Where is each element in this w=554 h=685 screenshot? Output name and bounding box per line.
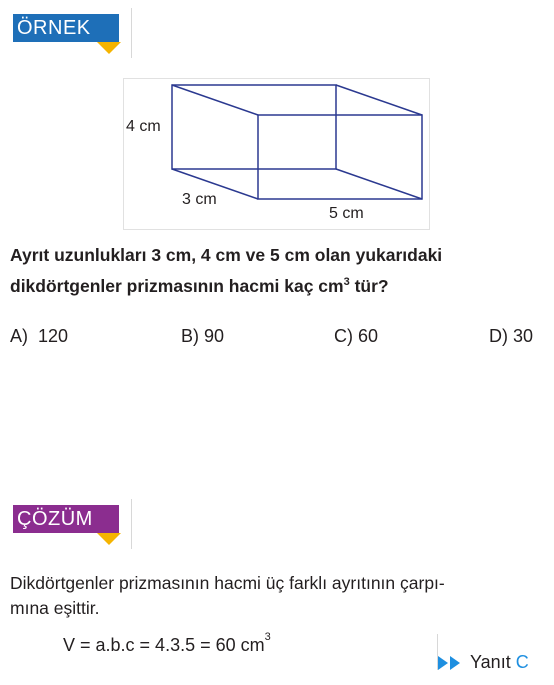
width-label: 5 cm (329, 205, 364, 222)
option-letter: D) (489, 326, 508, 346)
option-a[interactable] (10, 326, 68, 347)
depth-label: 3 cm (182, 191, 217, 208)
double-arrow-icon (438, 656, 462, 670)
question-line-2-end: tür? (349, 276, 389, 296)
option-letter: C) (334, 326, 353, 346)
badge-divider (131, 499, 132, 549)
badge-divider (131, 8, 132, 58)
question-line-2-text: dikdörtgenler prizmasının hacmi kaç cm (10, 276, 344, 296)
prism-back-face (172, 85, 336, 169)
option-value: 60 (358, 326, 379, 346)
solution-badge (13, 505, 119, 549)
solution-badge-label: ÇÖZÜM (13, 505, 119, 533)
badge-triangle-icon (97, 42, 121, 54)
prism-edge (336, 169, 422, 199)
prism-edge (172, 85, 258, 115)
volume-formula (63, 631, 271, 656)
question-text (10, 240, 546, 302)
solution-line-1: Dikdörtgenler prizmasının hacmi üç farklı ayrıtının çarpı- (10, 573, 445, 593)
question-line-1: Ayrıt uzunlukları 3 cm, 4 cm ve 5 cm olan yukarıdaki (10, 245, 443, 265)
badge-triangle-icon (97, 533, 121, 545)
height-label: 4 cm (126, 118, 161, 135)
answer-divider (437, 634, 438, 670)
cube-superscript: 3 (343, 276, 350, 288)
prism-edge (336, 85, 422, 115)
prism-figure (123, 78, 430, 230)
solution-text (10, 571, 546, 621)
answer-letter: C (515, 652, 529, 672)
formula-superscript: 3 (264, 631, 271, 643)
option-value: 90 (204, 326, 225, 346)
option-letter: A) (10, 326, 28, 346)
option-value: 120 (38, 326, 69, 346)
prism-front-face (258, 115, 422, 199)
solution-line-2: mına eşittir. (10, 598, 100, 618)
option-b[interactable] (181, 326, 224, 347)
question-line-2 (10, 271, 546, 302)
option-c[interactable] (334, 326, 378, 347)
option-d[interactable] (489, 326, 533, 347)
example-badge-label: ÖRNEK (13, 14, 119, 42)
option-value: 30 (513, 326, 534, 346)
example-badge (13, 14, 119, 58)
answer-indicator (438, 652, 529, 673)
formula-text: V = a.b.c = 4.3.5 = 60 cm (63, 635, 265, 655)
option-letter: B) (181, 326, 199, 346)
answer-label: Yanıt (470, 652, 511, 672)
rectangular-prism-diagram (124, 79, 429, 229)
